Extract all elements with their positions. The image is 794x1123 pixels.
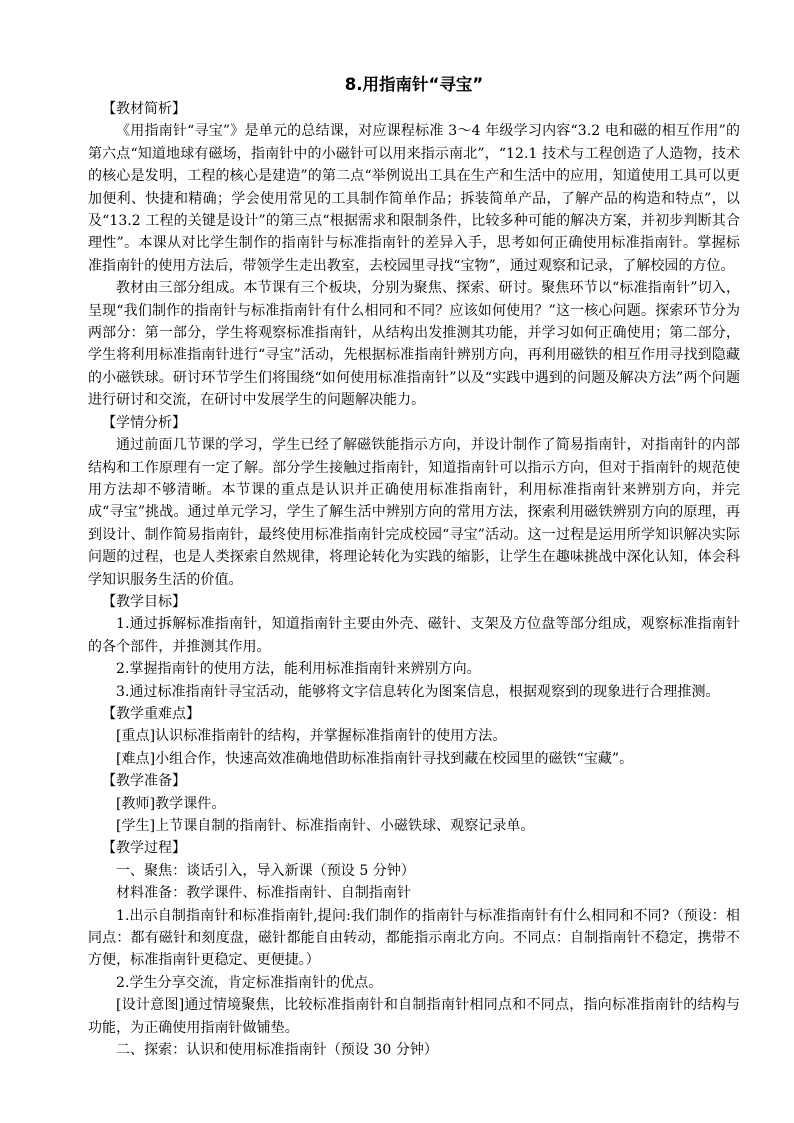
paragraph-step-1-materials: 材料准备：教学课件、标准指南针、自制指南针 xyxy=(116,885,412,902)
paragraph-step-1-item-1: 1.出示自制指南针和标准指南针,提问:我们制作的指南针与标准指南针有什么相同和不同?（预设：相同点：都有磁针和刻度盘，磁针都能自由转动，都能指示南北方向。不同点：自制指南针不稳定，携带不方便，标准指南针更稳定、更便捷。） xyxy=(88,907,740,969)
paragraph-textbook-intro: 《用指南针“寻宝”》是单元的总结课，对应课程标准 3～4 年级学习内容“3.2 电和磁的相互作用”的第六点“知道地球有磁场，指南针中的小磁针可以用来指示南北”，“12.1 技术与工程创造了人造物，技术的核心是发明，工程的核心是建造”的第二点“举例说出工具在生产和生活中的应用，知道使用工具可以更加便利、快捷和精确；学会使用常见的工具制作简单作品；拆装简单产品，了解产品的构造和特点”，以及“13.2 工程的关键是设计”的第三点“根据需求和限制条件，比较多种可能的解决方案，并初步判断其合理性”。本课从对比学生制作的指南针与标准指南针的差异入手，思考如何正确使用标准指南针。掌握标准指南针的使用方法后，带领学生走出教室，去校园里寻找“宝物”，通过观察和记录，了解校园的方位。 xyxy=(88,123,740,274)
section-heading-textbook: 【教材简析】 xyxy=(102,101,186,117)
paragraph-step-1-design: [设计意图]通过情境聚焦，比较标准指南针和自制指南针相同点和不同点，指向标准指南针的结构与功能，为正确使用指南针做铺垫。 xyxy=(88,997,740,1036)
paragraph-goal-2: 2.掌握指南针的使用方法，能利用标准指南针来辨别方向。 xyxy=(116,661,481,678)
document-page xyxy=(88,74,740,1061)
paragraph-difficult-point: [难点]小组合作，快速高效准确地借助标准指南针寻找到藏在校园里的磁铁“宝藏”。 xyxy=(116,750,634,767)
paragraph-textbook-structure: 教材由三部分组成。本节课有三个板块，分别为聚焦、探索、研讨。聚焦环节以“标准指南针”切入，呈现“我们制作的指南针与标准指南针有什么相同和不同？应该如何使用？”这一核心问题。探索环节分为两部分：第一部分，学生将观察标准指南针，从结构出发推测其功能，并学习如何正确使用；第二部分，学生将利用标准指南针进行“寻宝”活动，先根据标准指南针辨别方向，再利用磁铁的相互作用寻找到隐藏的小磁铁球。研讨环节学生们将围绕“如何使用标准指南针”以及“实践中遇到的问题及解决方法”两个问题进行研讨和交流，在研讨中发展学生的问题解决能力。 xyxy=(88,280,740,409)
paragraph-students-analysis: 通过前面几节课的学习，学生已经了解磁铁能指示方向，并设计制作了简易指南针，对指南针的内部结构和工作原理有一定了解。部分学生接触过指南针，知道指南针可以指示方向，但对于指南针的规范使用方法却不够清晰。本节课的重点是认识并正确使用标准指南针，利用标准指南针来辨别方向，并完成“寻宝”挑战。通过单元学习，学生了解生活中辨别方向的常用方法，探索利用磁铁辨别方向的原理，再到设计、制作简易指南针，最终使用标准指南针完成校园“寻宝”活动。这一过程是运用所学知识解决实际问题的过程，也是人类探索自然规律，将理论转化为实践的缩影，让学生在趣味挑战中深化认知，体会科学知识服务生活的价值。 xyxy=(88,437,740,588)
section-heading-preparation: 【教学准备】 xyxy=(102,773,186,790)
section-heading-process: 【教学过程】 xyxy=(102,840,186,857)
paragraph-goal-1: 1.通过拆解标准指南针，知道指南针主要由外壳、磁针、支架及方位盘等部分组成，观察标准指南针的各个部件，并推测其作用。 xyxy=(88,616,740,655)
section-heading-goals: 【教学目标】 xyxy=(102,593,186,610)
paragraph-prep-teacher: [教师]教学课件。 xyxy=(116,795,226,812)
section-heading-students: 【学情分析】 xyxy=(102,414,186,431)
paragraph-key-point: [重点]认识标准指南针的结构，并掌握标准指南针的使用方法。 xyxy=(116,728,507,745)
paragraph-goal-3: 3.通过标准指南针寻宝活动，能够将文字信息转化为图案信息，根据观察到的现象进行合理推测。 xyxy=(116,683,720,700)
document-title: 8.用指南针“寻宝” xyxy=(344,75,484,94)
paragraph-step-1-title: 一、聚焦：谈话引入，导入新课（预设 5 分钟） xyxy=(116,862,415,879)
document-body xyxy=(88,98,740,1061)
paragraph-step-2-title: 二、探索：认识和使用标准指南针（预设 30 分钟） xyxy=(116,1042,438,1059)
section-heading-key-points: 【教学重难点】 xyxy=(102,705,200,722)
paragraph-prep-students: [学生]上节课自制的指南针、标准指南针、小磁铁球、观察记录单。 xyxy=(116,818,535,834)
paragraph-step-1-item-2: 2.学生分享交流，肯定标准指南针的优点。 xyxy=(116,974,383,991)
